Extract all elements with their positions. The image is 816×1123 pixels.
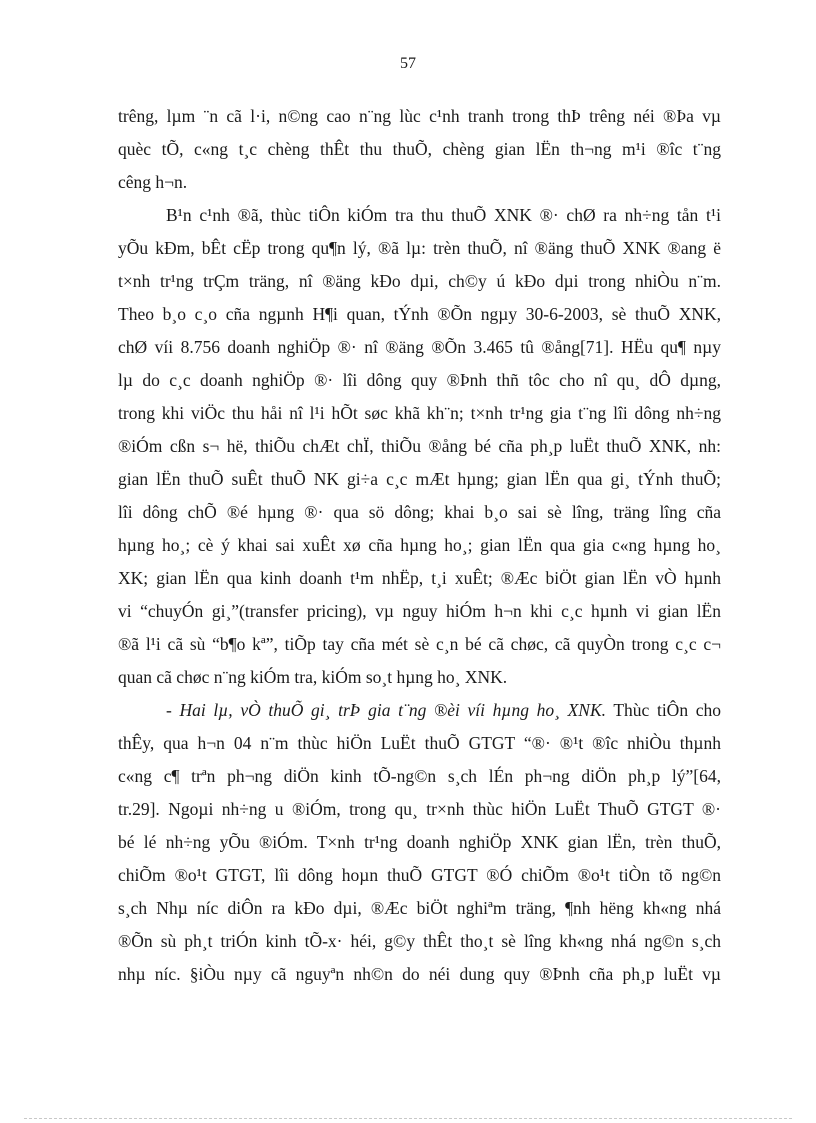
line-text: cêng h¬n. xyxy=(118,172,188,192)
line-text: ®iÓm cßn s¬ hë, thiÕu chÆt chÏ, thiÕu ®ång bé cña ph¸p luËt thuÕ XNK, nh: xyxy=(118,436,721,456)
line-text: ®Õn sù ph¸t triÓn kinh tÕ-x· héi, g©y thÊt tho¸t sè lîng kh«ng nhá ng©n s¸ch xyxy=(118,931,721,951)
body-text xyxy=(118,100,721,991)
line-text: c«ng c¶ trªn ph¬ng diÖn kinh tÕ-ng©n s¸ch lÉn ph¬ng diÖn ph¸p lý”[64, xyxy=(118,766,721,786)
line-text: lµ do c¸c doanh nghiÖp ®· lîi dông quy ®Þnh thñ tôc cho nî qu¸ dÔ dµng, xyxy=(118,370,721,390)
line-text: trong khi viÖc thu håi nî l¹i hÕt søc khã kh¨n; t×nh tr¹ng gia t¨ng lîi dông nh÷ng xyxy=(118,403,721,423)
text-line xyxy=(118,298,721,331)
text-line xyxy=(118,826,721,859)
text-line xyxy=(118,397,721,430)
line-text: trêng, lµm ¨n cã l·i, n©ng cao n¨ng lùc c¹nh tranh trong thÞ trêng néi ®Þa vµ xyxy=(118,106,721,126)
text-line xyxy=(118,628,721,661)
line-text: yÕu kÐm, bÊt cËp trong qu¶n lý, ®ã lµ: trèn thuÕ, nî ®äng thuÕ XNK ®ang ë xyxy=(118,238,721,258)
line-text: bé lé nh÷ng yÕu ®iÓm. T×nh tr¹ng doanh nghiÖp XNK gian lËn, trèn thuÕ, xyxy=(118,832,721,852)
text-line xyxy=(118,364,721,397)
text-line xyxy=(118,232,721,265)
line-text: chØ víi 8.756 doanh nghiÖp ®· nî ®äng ®Õn 3.465 tû ®ång[71]. HËu qu¶ nµy xyxy=(118,337,721,357)
line-text: ®ã l¹i cã sù “b¶o kª”, tiÕp tay cña mét sè c¸n bé cã chøc, cã quyÒn trong c¸c c¬ xyxy=(118,634,721,654)
text-line xyxy=(118,199,721,232)
text-line xyxy=(118,694,721,727)
line-text: chiÕm ®o¹t GTGT, lîi dông hoµn thuÕ GTGT ®Ó chiÕm ®o¹t tiÒn tõ ng©n xyxy=(118,865,721,885)
text-line xyxy=(118,925,721,958)
text-line xyxy=(118,463,721,496)
text-line xyxy=(118,100,721,133)
line-text: thÊy, qua h¬n 04 n¨m thùc hiÖn LuËt thuÕ GTGT “®· ®¹t ®îc nhiÒu thµnh xyxy=(118,733,721,753)
line-text: quèc tÕ, c«ng t¸c chèng thÊt thu thuÕ, chèng gian lËn th¬ng m¹i ®îc t¨ng xyxy=(118,139,721,159)
line-text: XK; gian lËn qua kinh doanh t¹m nhËp, t¸i xuÊt; ®Æc biÖt gian lËn vÒ hµnh xyxy=(118,568,721,588)
text-line xyxy=(118,496,721,529)
line-text: B¹n c¹nh ®ã, thùc tiÔn kiÓm tra thu thuÕ XNK ®· chØ ra nh÷ng tån t¹i xyxy=(166,205,721,225)
line-text: quan cã chøc n¨ng kiÓm tra, kiÓm so¸t hµng ho¸ XNK. xyxy=(118,667,508,687)
line-text: s¸ch Nhµ níc diÔn ra kÐo dµi, ®Æc biÖt nghiªm träng, ¶nh hëng kh«ng nhá xyxy=(118,898,721,918)
line-text: hµng ho¸; cè ý khai sai xuÊt xø cña hµng ho¸; gian lËn qua gia c«ng hµng ho¸ xyxy=(118,535,721,555)
text-line xyxy=(118,166,721,199)
text-line xyxy=(118,133,721,166)
text-line xyxy=(118,661,721,694)
text-line xyxy=(118,793,721,826)
text-line xyxy=(118,859,721,892)
text-line xyxy=(118,265,721,298)
text-line xyxy=(118,529,721,562)
line-text: Thùc tiÔn cho xyxy=(606,700,721,720)
page-bottom-rule xyxy=(24,1118,792,1119)
page-number: 57 xyxy=(400,55,416,72)
line-text: nhµ níc. §iÒu nµy cã nguyªn nh©n do néi dung quy ®Þnh cña ph¸p luËt vµ xyxy=(118,964,721,984)
text-line xyxy=(118,562,721,595)
line-text: lîi dông chÕ ®é hµng ®· qua sö dông; khai b¸o sai sè lîng, träng lîng cña xyxy=(118,502,721,522)
line-text: t×nh tr¹ng trÇm träng, nî ®äng kÐo dµi, ch©y ú kÐo dµi trong nhiÒu n¨m. xyxy=(118,271,721,291)
text-line xyxy=(118,892,721,925)
line-text: gian lËn thuÕ suÊt thuÕ NK gi÷a c¸c mÆt hµng; gian lËn qua gi¸ tÝnh thuÕ; xyxy=(118,469,721,489)
text-line xyxy=(118,760,721,793)
line-text: tr.29]. Ngoµi nh÷ng u ®iÓm, trong qu¸ tr×nh thùc hiÖn LuËt ThuÕ GTGT ®· xyxy=(118,799,721,819)
line-text: vi “chuyÓn gi¸”(transfer pricing), vµ nguy hiÓm h¬n khi c¸c hµnh vi gian lËn xyxy=(118,601,721,621)
text-line xyxy=(118,595,721,628)
text-line xyxy=(118,430,721,463)
text-line xyxy=(118,958,721,991)
text-line xyxy=(118,727,721,760)
text-line xyxy=(118,331,721,364)
line-text: Theo b¸o c¸o cña ngµnh H¶i quan, tÝnh ®Õn ngµy 30-6-2003, sè thuÕ XNK, xyxy=(118,304,721,324)
italic-heading: - Hai lµ, vÒ thuÕ gi¸ trÞ gia t¨ng ®èi víi hµng ho¸ XNK. xyxy=(166,700,607,720)
